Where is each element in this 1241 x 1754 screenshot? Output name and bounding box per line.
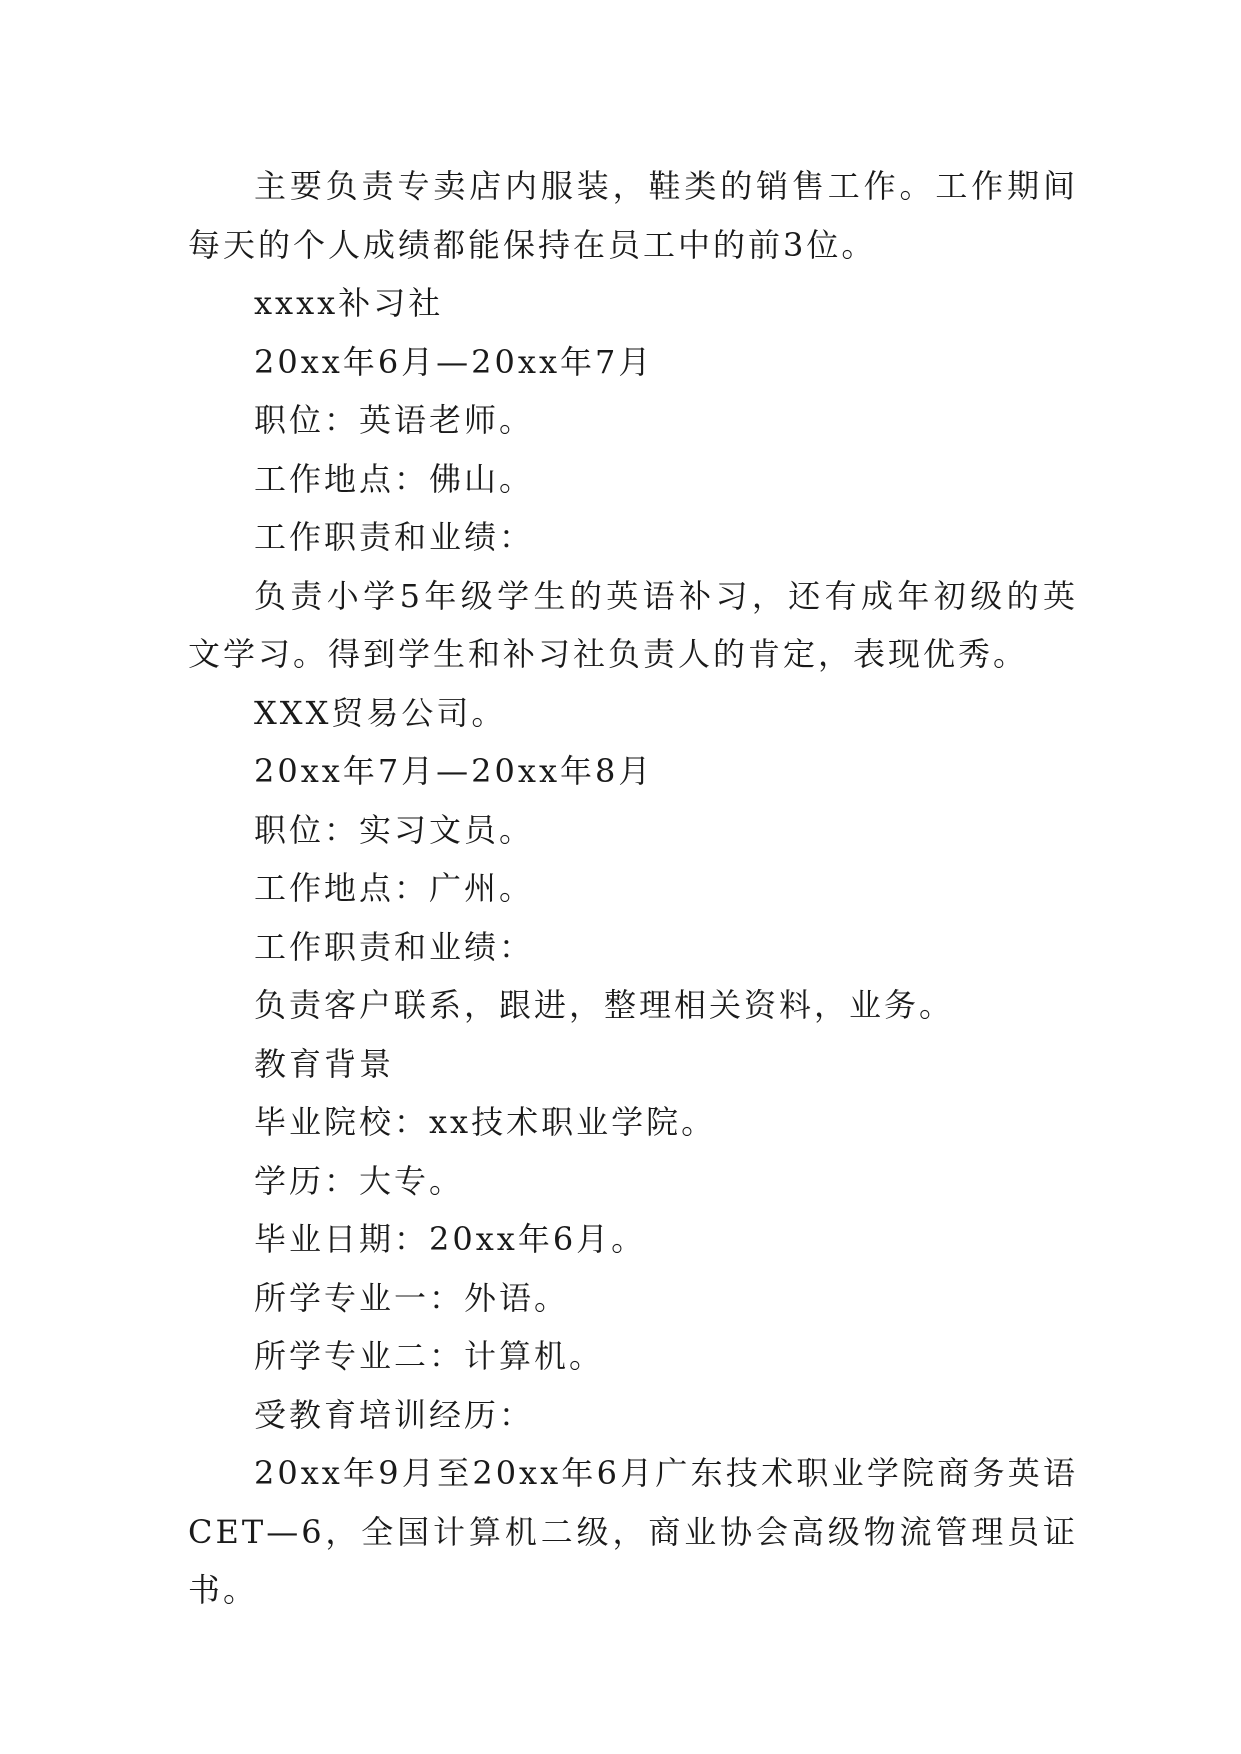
- paragraph-location-tutoring: 工作地点：佛山。: [254, 459, 535, 498]
- paragraph-position-trading: 职位：实习文员。: [254, 810, 535, 849]
- document-body: [188, 157, 1078, 1620]
- section-heading-education: 教育背景: [254, 1044, 395, 1083]
- paragraph-duties-heading-tutoring: 工作职责和业绩：: [254, 518, 535, 556]
- paragraph-duties-tutoring: 负责小学5年级学生的英语补习，还有成年初级的英文学习。得到学生和补习社负责人的肯定，表现优秀。: [188, 576, 1078, 673]
- paragraph-duties-trading: 负责客户联系，跟进，整理相关资料，业务。: [254, 986, 955, 1024]
- paragraph-location-trading: 工作地点：广州。: [254, 869, 535, 907]
- paragraph-period-trading: 20xx年7月—20xx年8月: [254, 752, 654, 790]
- paragraph-training-details: 20xx年9月至20xx年6月广东技术职业学院商务英语CET—6，全国计算机二级，商业协会高级物流管理员证书。: [188, 1454, 1078, 1609]
- paragraph-graduation-date: 毕业日期：20xx年6月。: [254, 1220, 647, 1258]
- paragraph-sales-duties: 主要负责专卖店内服装，鞋类的销售工作。工作期间每天的个人成绩都能保持在员工中的前3位。: [188, 167, 1078, 264]
- paragraph-major-two: 所学专业二：计算机。: [254, 1337, 605, 1375]
- paragraph-training-heading: 受教育培训经历：: [254, 1395, 535, 1434]
- paragraph-duties-heading-trading: 工作职责和业绩：: [254, 927, 535, 966]
- paragraph-employer-trading: XXX贸易公司。: [254, 693, 507, 732]
- paragraph-school: 毕业院校：xx技术职业学院。: [254, 1103, 717, 1141]
- paragraph-major-one: 所学专业一：外语。: [254, 1278, 570, 1317]
- paragraph-degree: 学历：大专。: [254, 1161, 465, 1200]
- paragraph-position-tutoring: 职位：英语老师。: [254, 401, 535, 439]
- paragraph-employer-tutoring: xxxx补习社: [254, 284, 444, 322]
- paragraph-period-tutoring: 20xx年6月—20xx年7月: [254, 342, 654, 381]
